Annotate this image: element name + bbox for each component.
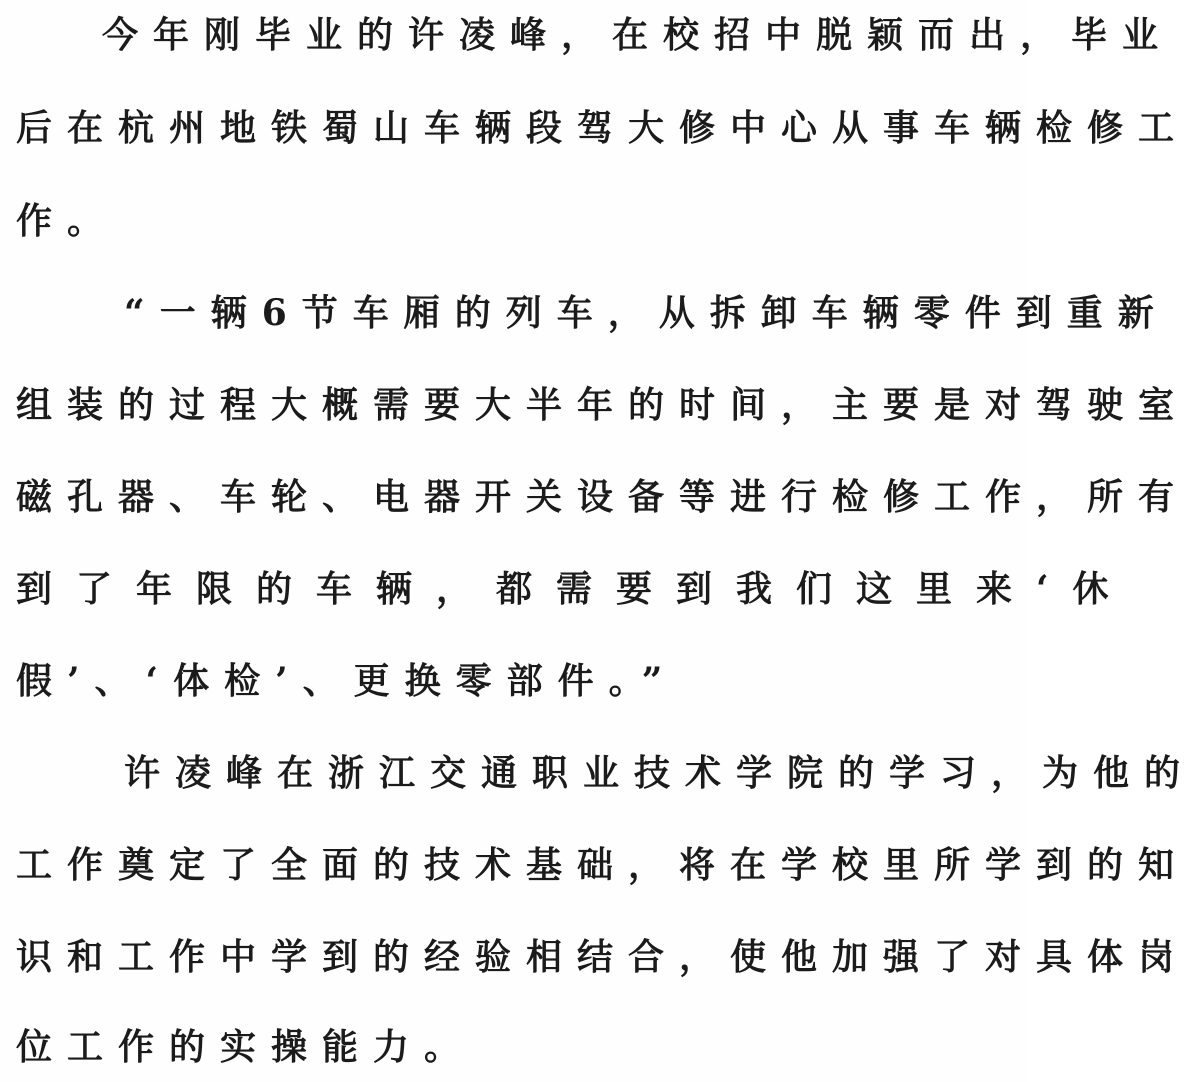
paragraph-3-line-1: 许凌峰在浙江交通职业技术学院的学习，为他的	[124, 752, 1195, 794]
paragraph-3-line-2: 工作奠定了全面的技术基础，将在学校里所学到的知	[16, 844, 1190, 886]
paragraph-3-line-3: 识和工作中学到的经验相结合，使他加强了对具体岗	[16, 936, 1190, 978]
paragraph-1-line-3: 作。	[16, 200, 119, 242]
paragraph-2-line-5: 假’、‘体检’、更换零部件。”	[16, 660, 678, 702]
paragraph-1-line-2: 后在杭州地铁蜀山车辆段驾大修中心从事车辆检修工	[16, 107, 1190, 149]
paragraph-3-line-4: 位工作的实操能力。	[16, 1026, 476, 1068]
paragraph-2-line-1: “一辆6节车厢的列车，从拆卸车辆零件到重新	[124, 292, 1169, 334]
paragraph-2-line-3: 磁孔器、车轮、电器开关设备等进行检修工作，所有	[16, 476, 1190, 518]
paragraph-2-line-4: 到了年限的车辆，都需要到我们这里来‘休	[16, 568, 1133, 610]
paragraph-2-line-2: 组装的过程大概需要大半年的时间，主要是对驾驶室	[16, 384, 1190, 426]
paragraph-1-line-1: 今年刚毕业的许凌峰，在校招中脱颖而出，毕业	[102, 14, 1174, 56]
